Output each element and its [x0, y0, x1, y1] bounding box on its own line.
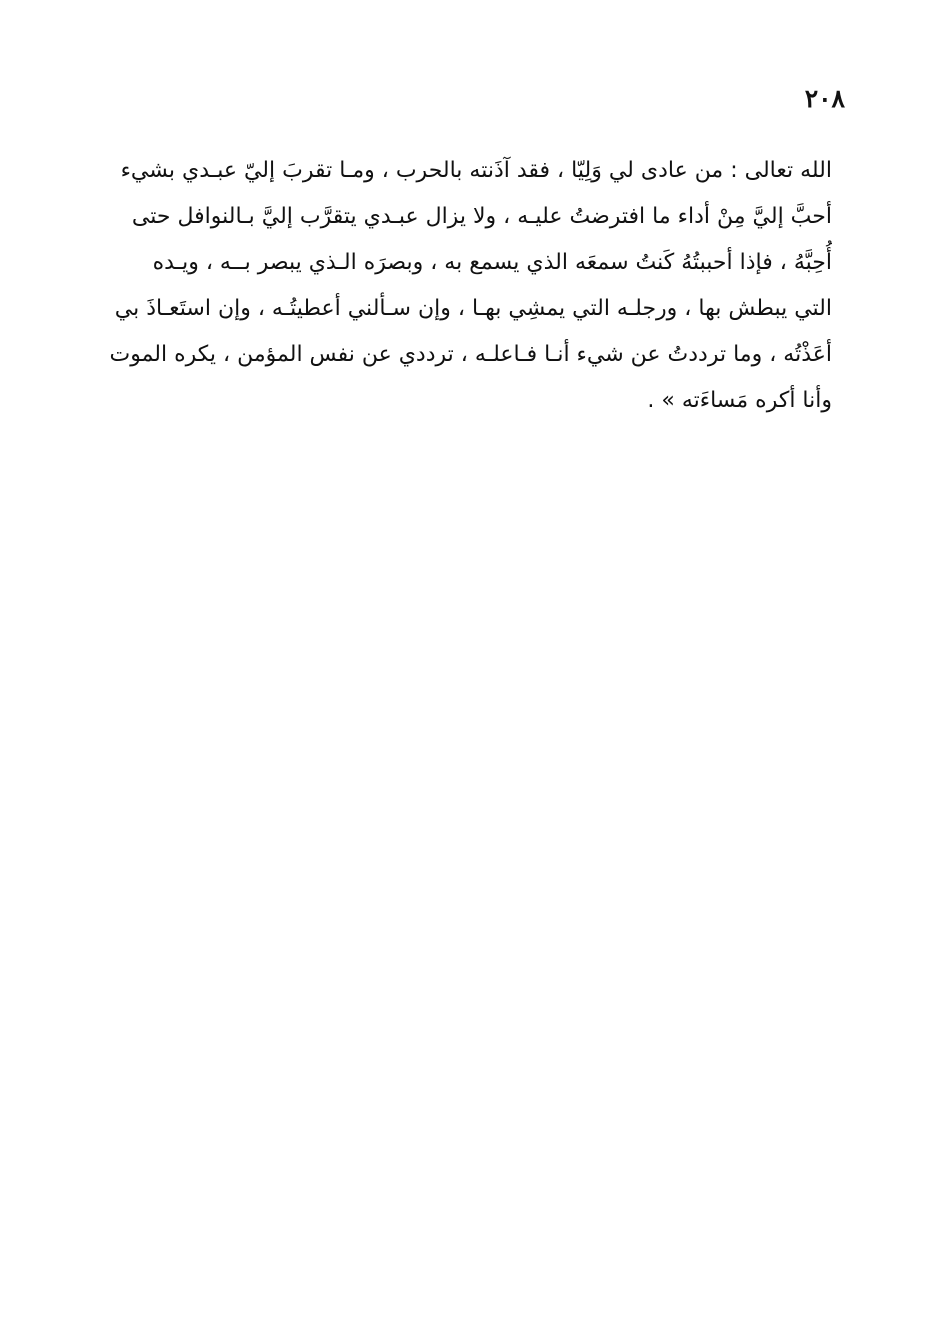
- text-line: أعَذْتُه ، وما ترددتُ عن شيء أنـا فـاعلـه ، ترددي عن نفس المؤمن ، يكره الموت: [109, 342, 832, 367]
- text-line: التي يبطش بها ، ورجلـه التي يمشِي بهـا ، وإن سـألني أعطيتُـه ، وإن استَعـاذَ بي: [114, 296, 832, 321]
- text-line: أُحِبَّهُ ، فإذا أحببتُهُ كَنتُ سمعَه الذي يسمع به ، وبصرَه الـذي يبصر بــه ، ويـده: [152, 250, 832, 275]
- text-line: وأنا أكره مَساءَته » .: [647, 388, 832, 413]
- page-number: ٢٠٨: [804, 84, 845, 113]
- body-text: [82, 148, 832, 424]
- text-line: أحبَّ إليَّ مِنْ أداء ما افترضتُ عليـه ، ولا يزال عبـدي يتقرَّب إليَّ بـالنوافل حتى: [131, 204, 832, 229]
- text-line: الله تعالى : من عادى لي وَلِيّا ، فقد آذَنته بالحرب ، ومـا تقربَ إليّ عبـدي بشيء: [120, 158, 832, 183]
